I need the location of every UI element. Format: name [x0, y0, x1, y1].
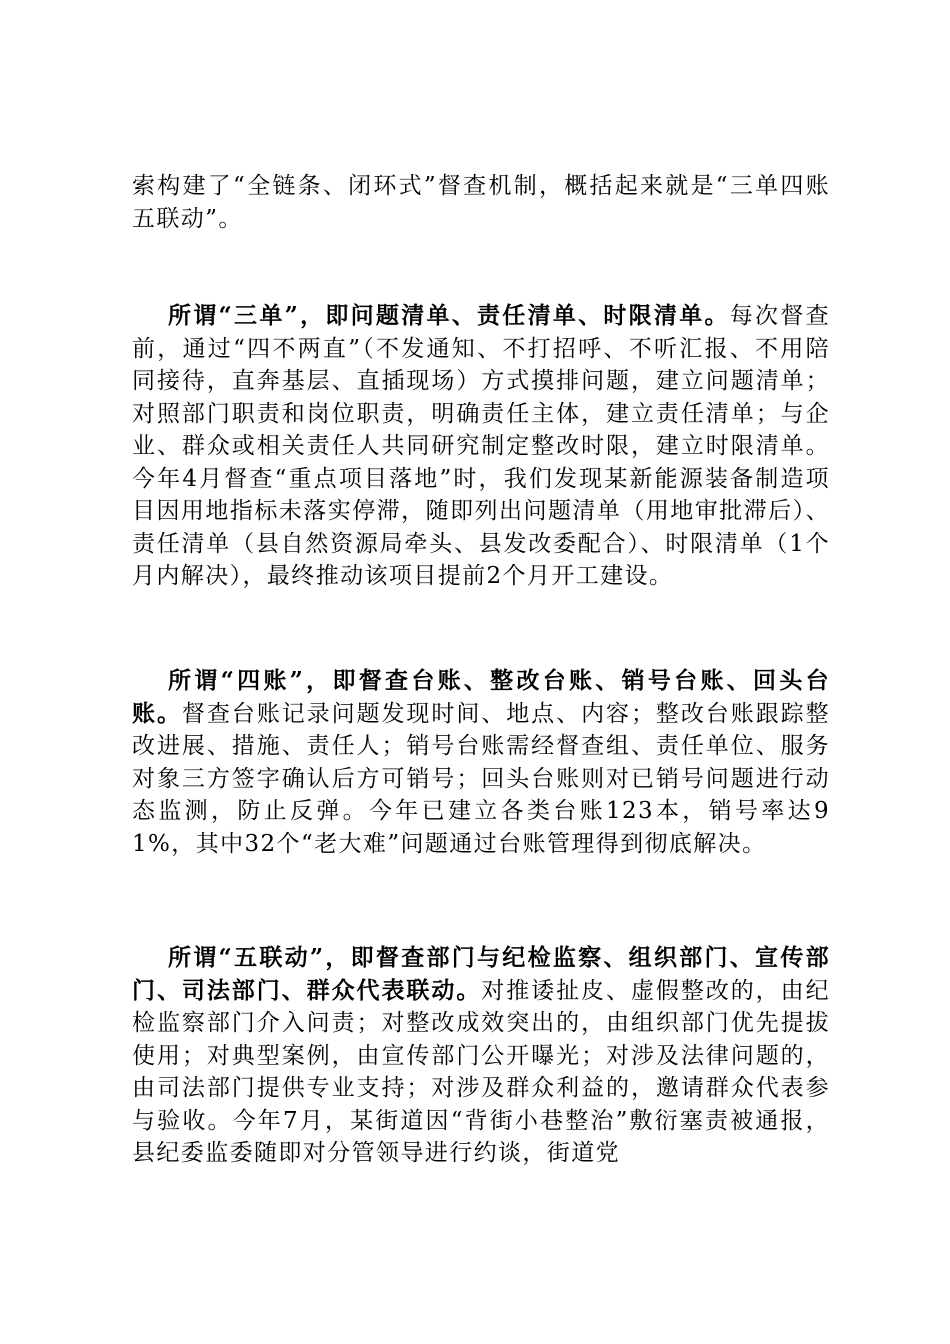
paragraph-three-lists	[132, 300, 830, 593]
paragraph-intro-continuation	[132, 170, 830, 235]
paragraph-body: 每次督查前，通过“四不两直”（不发通知、不打招呼、不听汇报、不用陪同接待，直奔基层、直插现场）方式摸排问题，建立问题清单；对照部门职责和岗位职责，明确责任主体，建立责任清单；与企业、群众或相关责任人共同研究制定整改时限，建立时限清单。今年4月督查“重点项目落地”时，我们发现某新能源装备制造项目因用地指标未落实停滞，随即列出问题清单（用地审批滞后）、责任清单（县自然资源局牵头、县发改委配合）、时限清单（1个月内解决），最终推动该项目提前2个月开工建设。	[132, 303, 830, 589]
paragraph-lead: 所谓“五联动”，即督查部门与纪检监察、组织部门、宣传部门、司法部门、群众代表联动。	[132, 944, 830, 1004]
paragraph-lead: 所谓“三单”，即问题清单、责任清单、时限清单。	[168, 302, 730, 329]
paragraph-body: 督查台账记录问题发现时间、地点、内容；整改台账跟踪整改进展、措施、责任人；销号台账需经督查组、责任单位、服务对象三方签字确认后方可销号；回头台账则对已销号问题进行动态监测，防止反弹。今年已建立各类台账123本，销号率达91%，其中32个“老大难”问题通过台账管理得到彻底解决。	[132, 700, 830, 857]
paragraph-five-linkages	[132, 942, 830, 1170]
paragraph-four-ledgers	[132, 665, 830, 860]
paragraph-body: 对推诿扯皮、虚假整改的，由纪检监察部门介入问责；对整改成效突出的，由组织部门优先提拔使用；对典型案例，由宣传部门公开曝光；对涉及法律问题的，由司法部门提供专业支持；对涉及群众利益的，邀请群众代表参与验收。今年7月，某街道因“背街小巷整治”敷衍塞责被通报，县纪委监委随即对分管领导进行约谈，街道党	[132, 977, 830, 1166]
paragraph-body: 索构建了“全链条、闭环式”督查机制，概括起来就是“三单四账五联动”。	[132, 173, 830, 232]
paragraph-lead: 所谓“四账”，即督查台账、整改台账、销号台账、回头台账。	[132, 667, 830, 727]
